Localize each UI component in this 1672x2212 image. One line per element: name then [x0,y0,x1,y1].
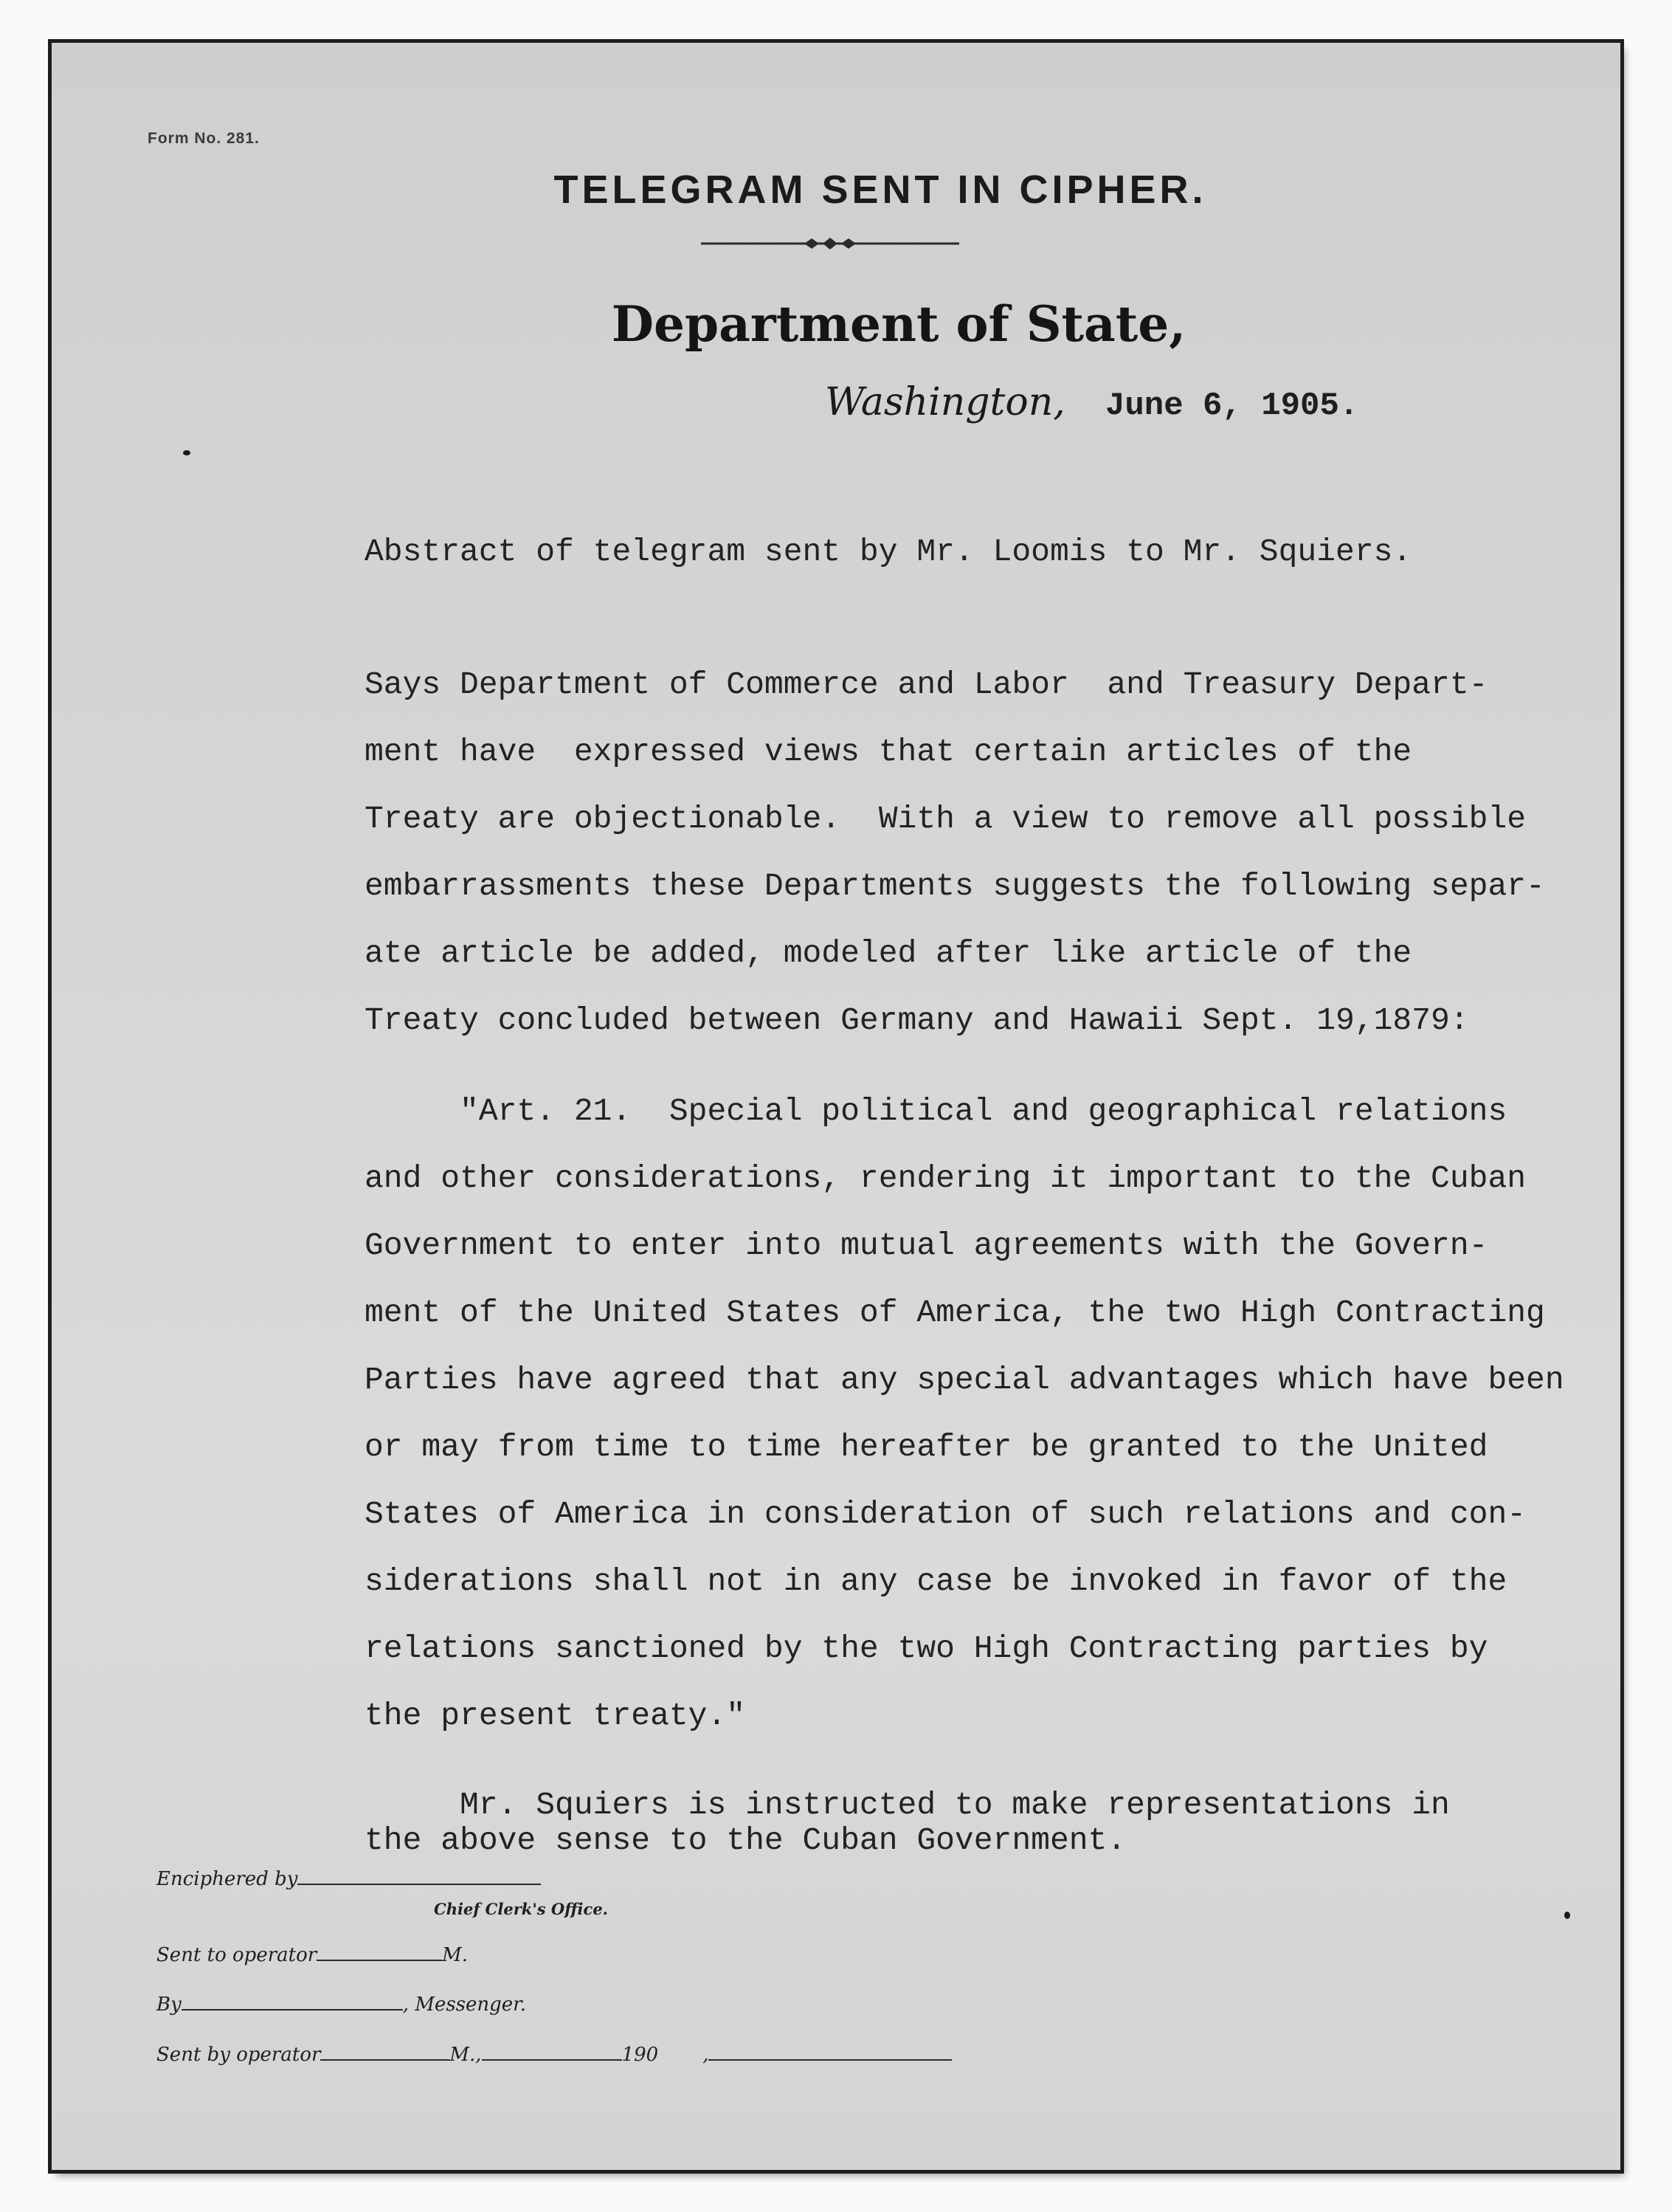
sent-to-operator-m: M. [442,1944,469,1966]
quote-line: relations sanctioned by the two High Contracting parties by [365,1630,1488,1667]
sent-by-operator-field [156,2043,952,2066]
body-paragraph [365,651,1619,1054]
enciphered-by-field [156,1867,541,1890]
body-line: Says Department of Commerce and Labor and Treasury Depart- [365,666,1488,703]
quote-line: Government to enter into mutual agreements with the Govern- [365,1227,1488,1264]
sent-by-operator-line [320,2043,449,2061]
closing-line: the above sense to the Cuban Government. [365,1822,1127,1858]
body-line: ment have expressed views that certain articles of the [365,734,1412,770]
body-line: Treaty are objectionable. With a view to remove all possible [365,801,1527,837]
quote-line: and other considerations, rendering it important to the Cuban [365,1160,1527,1196]
sent-to-operator-line [317,1943,442,1961]
body-line: Treaty concluded between Germany and Hawaii Sept. 19,1879: [365,1002,1469,1038]
enciphered-by-line [297,1867,541,1885]
sent-to-operator-field [156,1943,468,1966]
messenger-label: , Messenger. [402,1994,527,2016]
year-comma: , [702,2044,709,2066]
body-line: ate article be added, modeled after like article of the [365,935,1412,971]
sent-by-operator-m: M., [449,2044,482,2066]
sent-by-operator-date-line [482,2043,622,2061]
closing-paragraph [365,1788,1619,1858]
enciphered-by-label: Enciphered by [156,1868,298,1890]
sent-to-operator-label: Sent to operator [156,1944,317,1966]
department-heading: Department of State, [611,295,1186,353]
by-line [182,1993,403,2011]
quote-line: "Art. 21. Special political and geographical relations [365,1093,1507,1129]
sent-by-operator-label: Sent by operator [156,2044,321,2066]
form-number: Form No. 281. [148,130,260,147]
year-suffix-line [708,2043,952,2061]
title-ornament [701,235,959,252]
closing-line: Mr. Squiers is instructed to make representations in [365,1787,1450,1823]
messenger-field [156,1993,526,2016]
quote-line: Parties have agreed that any special advantages which have been [365,1362,1564,1398]
quote-line: or may from time to time hereafter be granted to the United [365,1429,1488,1465]
ink-speck [183,450,190,455]
quote-line: ment of the United States of America, the two High Contracting [365,1295,1545,1331]
article-quote [365,1078,1619,1749]
by-label: By [156,1994,182,2016]
form-title: TELEGRAM SENT IN CIPHER. [553,168,1207,212]
chief-clerks-office-caption: Chief Clerk's Office. [434,1900,608,1918]
ink-speck [1564,1912,1570,1919]
body-line: embarrassments these Departments suggests the following separ- [365,868,1545,904]
year-prefix: 190 [621,2044,659,2066]
date-line: June 6, 1905. [1105,387,1359,424]
quote-line: the present treaty." [365,1698,746,1734]
place-line: Washington, [825,380,1065,424]
abstract-heading: Abstract of telegram sent by Mr. Loomis to Mr. Squiers. [365,534,1412,570]
quote-line: siderations shall not in any case be invoked in favor of the [365,1563,1507,1599]
quote-line: States of America in consideration of such relations and con- [365,1496,1527,1532]
